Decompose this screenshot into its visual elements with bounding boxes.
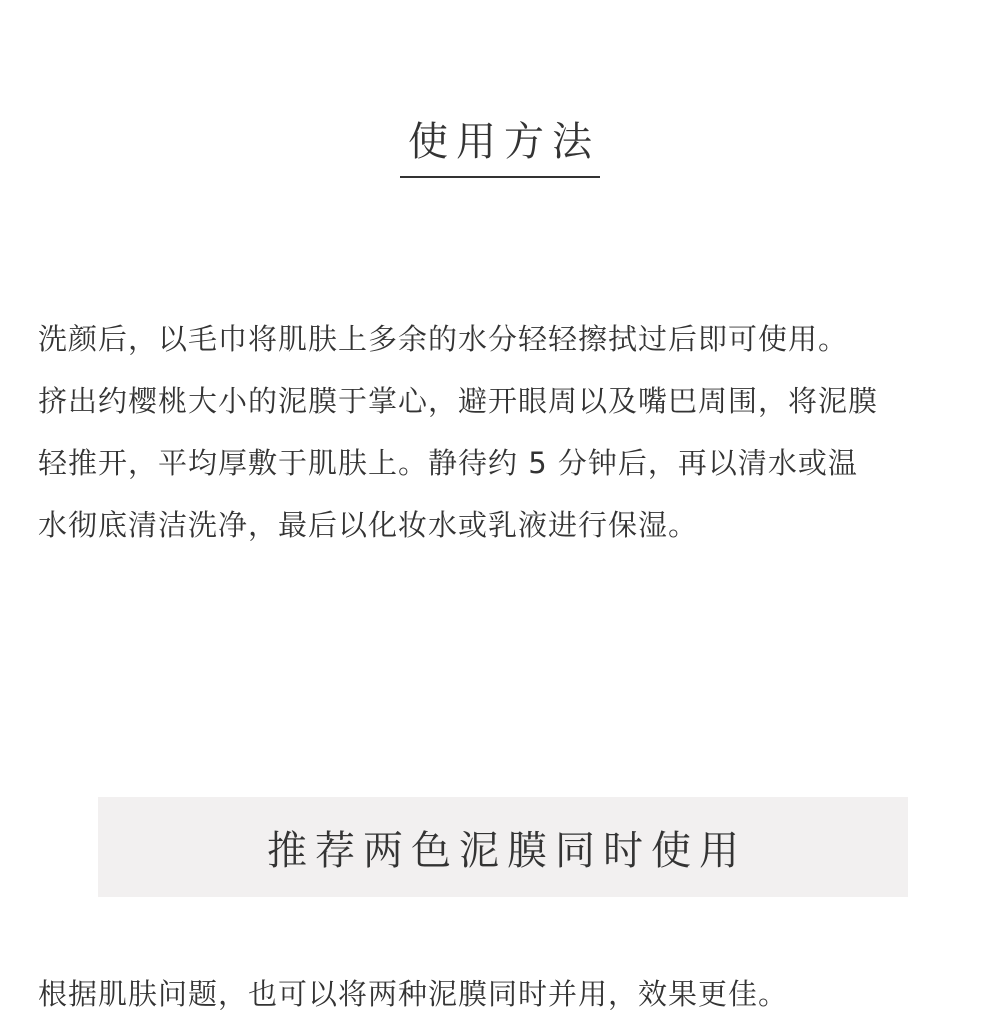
usage-instructions [38, 308, 968, 556]
usage-line-3: 轻推开，平均厚敷于肌肤上。静待约 5 分钟后，再以清水或温 [38, 446, 858, 480]
usage-line-1: 洗颜后，以毛巾将肌肤上多余的水分轻轻擦拭过后即可使用。 [38, 322, 849, 356]
usage-section-header [0, 112, 1000, 178]
recommend-tip-text: 根据肌肤问题，也可以将两种泥膜同时并用，效果更佳。 [38, 977, 789, 1011]
recommend-banner [98, 797, 908, 897]
recommend-section-title: 推荐两色泥膜同时使用 [267, 827, 747, 874]
usage-section-title: 使用方法 [400, 112, 600, 178]
usage-line-4: 水彻底清洁洗净，最后以化妆水或乳液进行保湿。 [38, 508, 699, 542]
usage-line-2: 挤出约樱桃大小的泥膜于掌心，避开眼周以及嘴巴周围，将泥膜 [38, 384, 879, 418]
